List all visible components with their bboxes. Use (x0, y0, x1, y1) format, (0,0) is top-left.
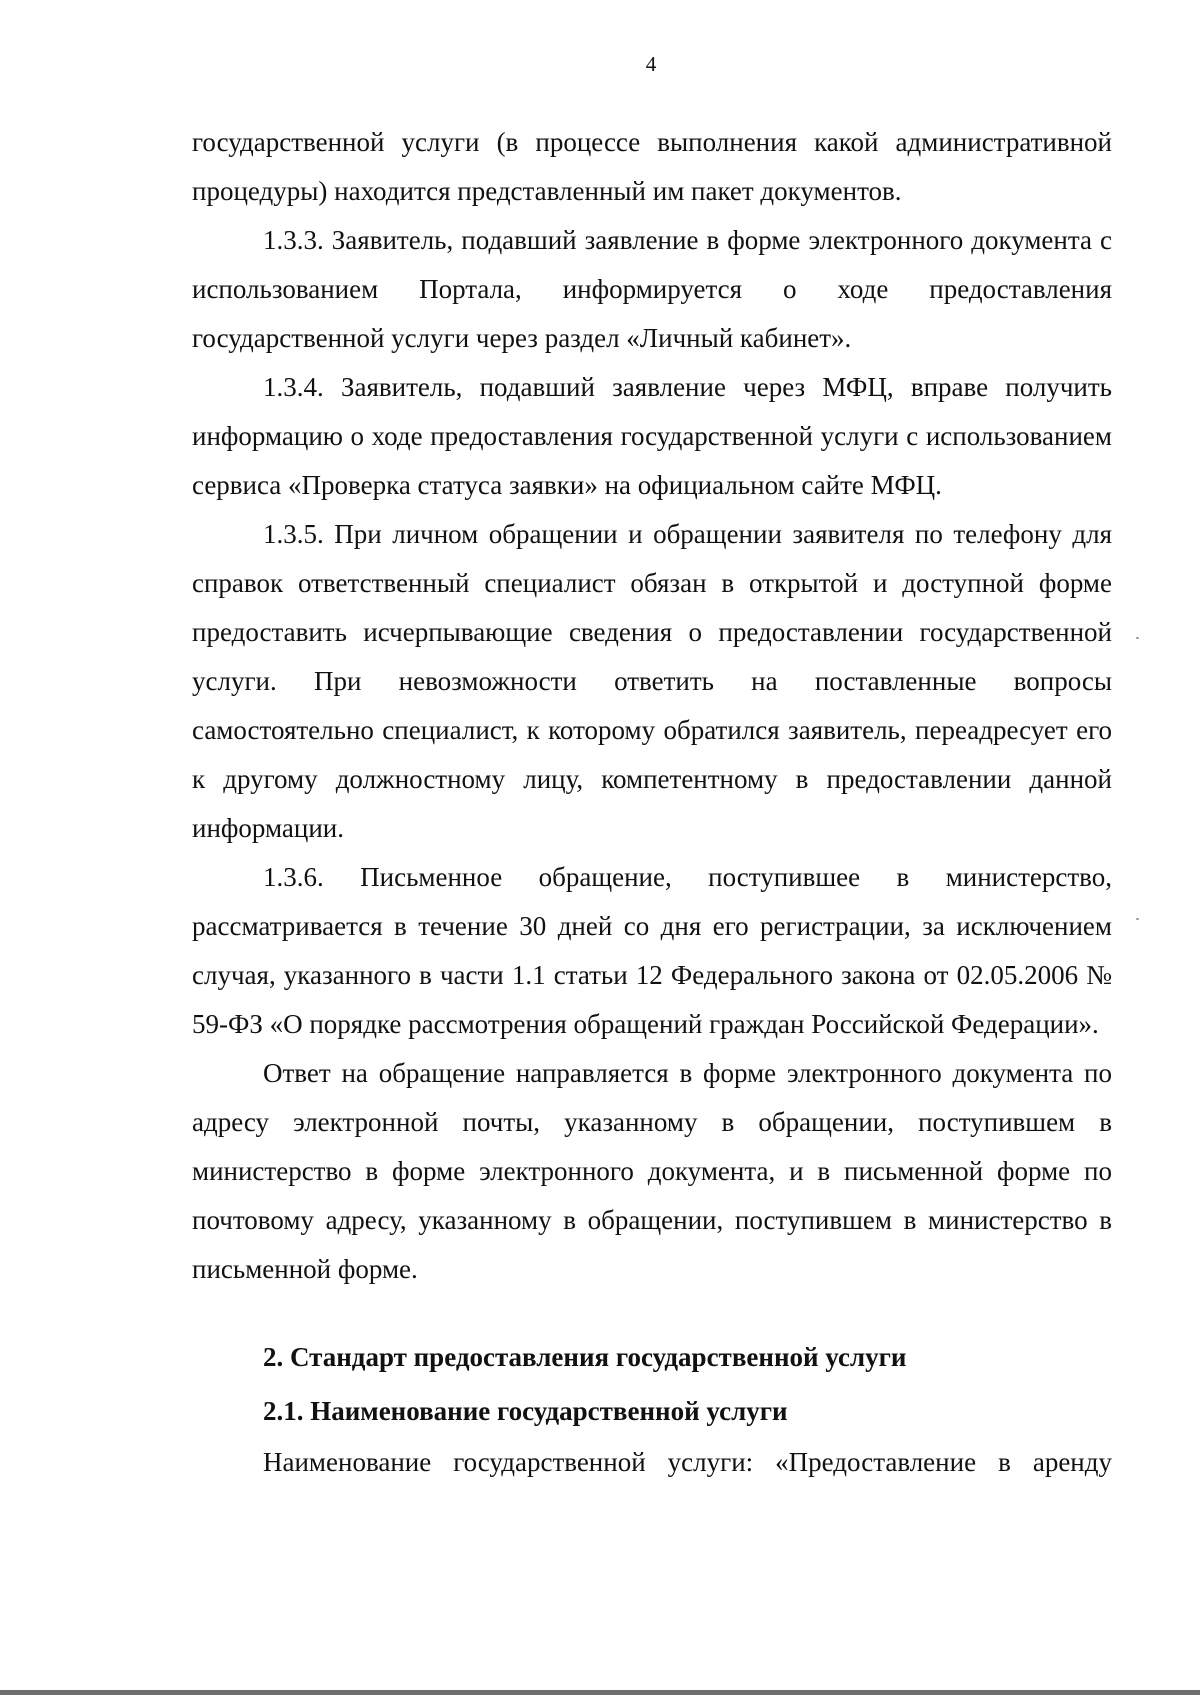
scan-speck (1136, 637, 1139, 639)
paragraph-continuation: государственной услуги (в процессе выполнения какой административной процедуры) находится представленный им пакет документов. (192, 127, 1112, 206)
paragraph-1-3-6: 1.3.6. Письменное обращение, поступившее в министерство, рассматривается в течение 30 дней со дня его регистрации, за исключением случая, указанного в части 1.1 статьи 12 Федерального закона от 02.05.2006 № 59-ФЗ «О порядке рассмотрения обращений граждан Российской Федерации». (192, 862, 1112, 1039)
paragraph-1-3-3: 1.3.3. Заявитель, подавший заявление в форме электронного документа с использованием Портала, информируется о ходе предоставления государственной услуги через раздел «Личный кабинет». (192, 225, 1112, 353)
paragraph-1-3-4: 1.3.4. Заявитель, подавший заявление через МФЦ, вправе получить информацию о ходе предоставления государственной услуги с использованием сервиса «Проверка статуса заявки» на официальном сайте МФЦ. (192, 372, 1112, 500)
paragraph-response: Ответ на обращение направляется в форме электронного документа по адресу электронной почты, указанному в обращении, поступившем в министерство в форме электронного документа, и в письменной форме по почтовому адресу, указанному в обращении, поступившем в министерство в письменной форме. (192, 1058, 1112, 1284)
paragraph-service-name: Наименование государственной услуги: «Предоставление в аренду (263, 1447, 1112, 1477)
page-number: 4 (645, 52, 657, 76)
paragraph-1-3-5: 1.3.5. При личном обращении и обращении заявителя по телефону для справок ответственный специалист обязан в открытой и доступной форме предоставить исчерпывающие сведения о предоставлении государственной услуги. При невозможности ответить на поставленные вопросы самостоятельно специалист, к которому обратился заявитель, переадресует его к другому должностному лицу, компетентному в предоставлении данной информации. (192, 519, 1112, 843)
subsection-heading: 2.1. Наименование государственной услуги (263, 1396, 788, 1426)
document-body (192, 118, 1112, 1487)
scan-bottom-edge (0, 1690, 1200, 1695)
section-heading: 2. Стандарт предоставления государственной услуги (263, 1342, 907, 1372)
scan-speck (1136, 918, 1139, 920)
